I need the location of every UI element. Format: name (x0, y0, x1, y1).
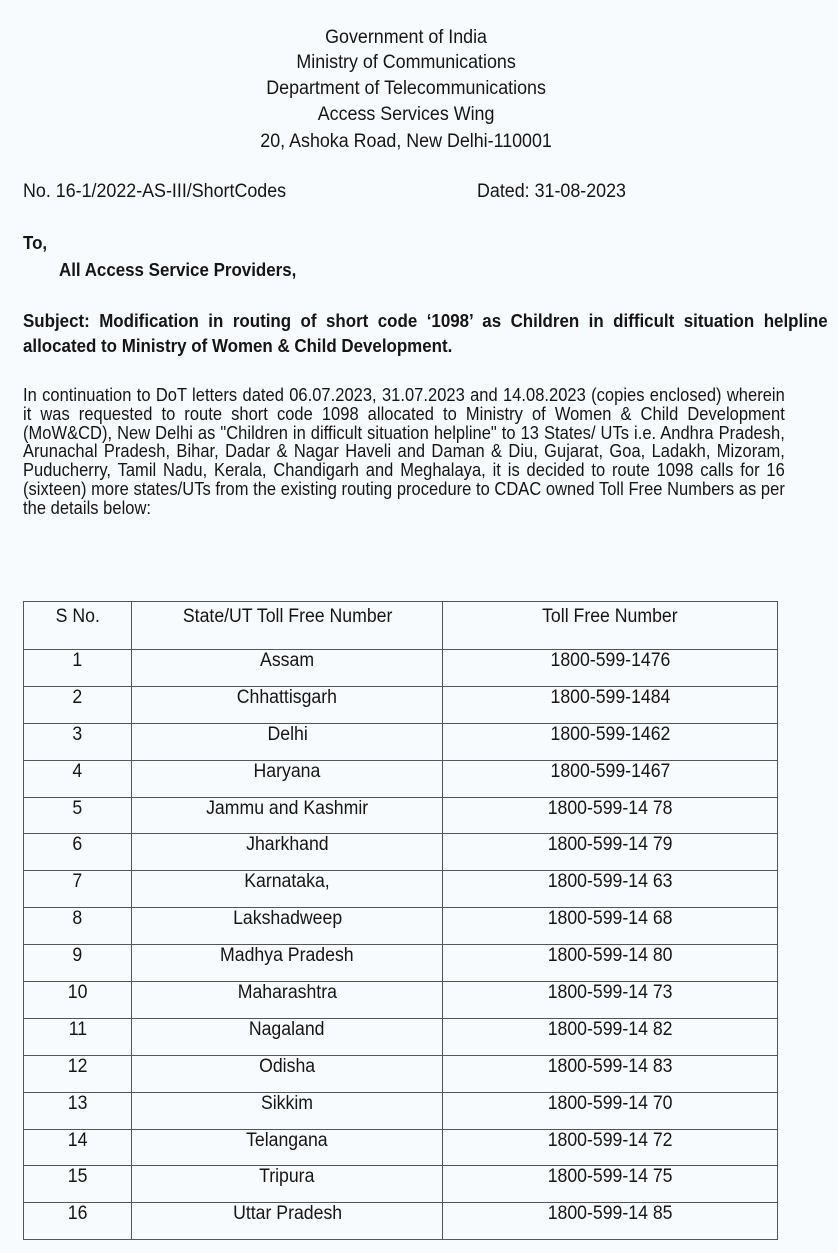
table-row (24, 1203, 778, 1240)
cell-s-no: 5 (24, 797, 132, 834)
toll-free-table (23, 601, 778, 1240)
table-row (24, 686, 778, 723)
cell-s-no: 7 (24, 871, 132, 908)
table-header-row (24, 602, 778, 650)
reference-number: No. 16-1/2022-AS-III/ShortCodes (23, 181, 287, 202)
header-toll-free-number: Toll Free Number (443, 602, 778, 650)
table-row (24, 650, 778, 687)
cell-state-ut: Uttar Pradesh (131, 1203, 443, 1240)
cell-toll-free-number: 1800-599-14 83 (443, 1055, 778, 1092)
cell-s-no: 3 (24, 723, 132, 760)
cell-state-ut: Madhya Pradesh (131, 945, 443, 982)
cell-state-ut: Telangana (131, 1129, 443, 1166)
cell-toll-free-number: 1800-599-1462 (443, 723, 778, 760)
cell-toll-free-number: 1800-599-1467 (443, 760, 778, 797)
cell-state-ut: Karnataka, (131, 871, 443, 908)
body-paragraph: In continuation to DoT letters dated 06.07.2023, 31.07.2023 and 14.08.2023 (copies enclosed) wherein it was requested to route short code 1098 allocated to Ministry of Women & Child Development (MoW&CD), New Delhi as "Children in difficult situation helpline" to 13 States/ UTs i.e. Andhra Pradesh, Arunachal Pradesh, Bihar, Dadar & Nagar Haveli and Daman & Diu, Gujarat, Goa, Ladakh, Mizoram, Puducherry, Tamil Nadu, Kerala, Chandigarh and Meghalaya, it is decided to route 1098 calls for 16 (sixteen) more states/UTs from the existing routing procedure to CDAC owned Toll Free Numbers as per the details below: (23, 384, 785, 518)
table-row (24, 797, 778, 834)
subject-line: Subject: Modification in routing of short code ‘1098’ as Children in difficult situation helpline allocated to Ministry of Women & Child Development. (23, 311, 828, 356)
cell-toll-free-number: 1800-599-14 79 (443, 834, 778, 871)
table-row (24, 908, 778, 945)
cell-toll-free-number: 1800-599-14 78 (443, 797, 778, 834)
letterhead-address: 20, Ashoka Road, New Delhi-110001 (260, 131, 552, 152)
table-row (24, 723, 778, 760)
cell-state-ut: Jharkhand (131, 834, 443, 871)
cell-toll-free-number: 1800-599-14 63 (443, 871, 778, 908)
cell-s-no: 1 (24, 650, 132, 687)
cell-toll-free-number: 1800-599-14 68 (443, 908, 778, 945)
cell-s-no: 11 (24, 1018, 132, 1055)
cell-s-no: 13 (24, 1092, 132, 1129)
cell-toll-free-number: 1800-599-14 85 (443, 1203, 778, 1240)
table-row (24, 1092, 778, 1129)
cell-toll-free-number: 1800-599-14 73 (443, 982, 778, 1019)
cell-state-ut: Jammu and Kashmir (131, 797, 443, 834)
letterhead-government: Government of India (325, 27, 487, 48)
header-state-ut: State/UT Toll Free Number (131, 602, 443, 650)
cell-toll-free-number: 1800-599-1476 (443, 650, 778, 687)
reference-date: Dated: 31-08-2023 (477, 181, 626, 202)
table-row (24, 1129, 778, 1166)
table-row (24, 871, 778, 908)
letterhead-department: Department of Telecommunications (266, 78, 546, 99)
cell-toll-free-number: 1800-599-1484 (443, 686, 778, 723)
cell-s-no: 2 (24, 686, 132, 723)
cell-s-no: 6 (24, 834, 132, 871)
cell-toll-free-number: 1800-599-14 80 (443, 945, 778, 982)
cell-toll-free-number: 1800-599-14 70 (443, 1092, 778, 1129)
cell-state-ut: Nagaland (131, 1018, 443, 1055)
table-row (24, 834, 778, 871)
cell-s-no: 4 (24, 760, 132, 797)
cell-state-ut: Maharashtra (131, 982, 443, 1019)
cell-state-ut: Chhattisgarh (131, 686, 443, 723)
table-row (24, 1055, 778, 1092)
header-s-no: S No. (24, 602, 132, 650)
cell-toll-free-number: 1800-599-14 72 (443, 1129, 778, 1166)
salutation: To, (23, 233, 48, 253)
cell-state-ut: Assam (131, 650, 443, 687)
cell-state-ut: Odisha (131, 1055, 443, 1092)
addressee: All Access Service Providers, (59, 260, 297, 280)
table-row (24, 1018, 778, 1055)
cell-toll-free-number: 1800-599-14 82 (443, 1018, 778, 1055)
letterhead-ministry: Ministry of Communications (296, 52, 516, 73)
table-row (24, 982, 778, 1019)
letterhead-wing: Access Services Wing (317, 104, 495, 125)
cell-s-no: 15 (24, 1166, 132, 1203)
cell-s-no: 16 (24, 1203, 132, 1240)
cell-state-ut: Delhi (131, 723, 443, 760)
table-row (24, 945, 778, 982)
cell-s-no: 12 (24, 1055, 132, 1092)
cell-state-ut: Tripura (131, 1166, 443, 1203)
table-row (24, 1166, 778, 1203)
table-row (24, 760, 778, 797)
cell-s-no: 14 (24, 1129, 132, 1166)
cell-s-no: 10 (24, 982, 132, 1019)
cell-state-ut: Lakshadweep (131, 908, 443, 945)
cell-s-no: 8 (24, 908, 132, 945)
cell-state-ut: Sikkim (131, 1092, 443, 1129)
cell-state-ut: Haryana (131, 760, 443, 797)
cell-s-no: 9 (24, 945, 132, 982)
cell-toll-free-number: 1800-599-14 75 (443, 1166, 778, 1203)
